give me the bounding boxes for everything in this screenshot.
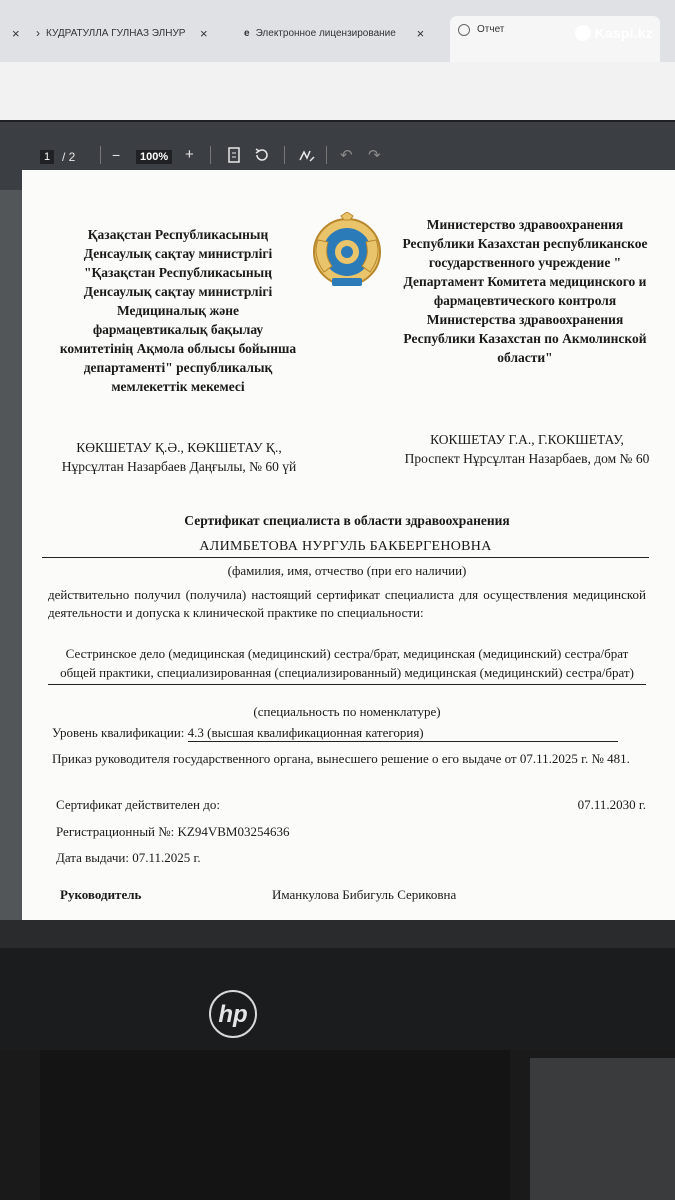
full-name-caption: (фамилия, имя, отчество (при его наличии): [227, 563, 467, 578]
head-name: Иманкулова Бибигуль Сериковна: [272, 887, 457, 902]
zoom-in-button[interactable]: +: [185, 146, 194, 163]
order-text: Приказ руководителя государственного органа, вынесшего решение о его выдаче от 07.11.2025 г. № 481.: [52, 751, 630, 766]
hp-logo: hp: [209, 990, 257, 1038]
validity-label: Сертификат действителен до:: [56, 797, 220, 812]
qualification-level: [52, 725, 652, 742]
tab-label: КУДРАТУЛЛА ГУЛНАЗ ЭЛНУР: [46, 27, 186, 39]
tab-close-icon[interactable]: ×: [200, 25, 208, 41]
e-gov-icon: e: [244, 27, 250, 39]
divider: [326, 146, 327, 164]
divider: [210, 146, 211, 164]
pdf-page: [22, 170, 675, 920]
tab-previous[interactable]: [6, 18, 20, 48]
validity-date: 07.11.2030 г.: [577, 797, 646, 812]
kaspi-watermark: Kaspi.kz: [575, 25, 653, 41]
fit-page-icon[interactable]: [228, 147, 240, 166]
specialty-caption: (специальность по номенклатуре): [253, 704, 441, 719]
certificate-title: Сертификат специалиста в области здравоохранения: [184, 513, 510, 528]
issue-date: Дата выдачи: 07.11.2025 г.: [56, 850, 201, 865]
divider: [284, 146, 285, 164]
tab-close-icon[interactable]: ×: [416, 25, 425, 41]
browser-tab-bar: [0, 0, 675, 62]
monitor-bezel-edge: [0, 920, 675, 948]
address-russian: КОКШЕТАУ Г.А., Г.КОКШЕТАУ, Проспект Нұрсұлтан Назарбаев, дом № 60: [404, 432, 650, 466]
divider: [100, 146, 101, 164]
registration-number: Регистрационный №: KZ94VBM03254636: [56, 824, 290, 839]
monitor-stand: [40, 1050, 510, 1200]
tab-close-icon[interactable]: ×: [12, 25, 20, 41]
browser-address-area: [0, 62, 675, 120]
specialty-text: Сестринское дело (медицинская (медицинский) сестра/брат, медицинская (медицинский) сестра/брат общей практики, специализированная (специализированный) медицинская (медицинский) сестра/брат): [48, 644, 646, 685]
state-emblem-icon: [310, 212, 384, 290]
draw-icon[interactable]: [298, 147, 316, 166]
header-kazakh: Қазақстан Республикасының Денсаулық сақтау министрлігі "Қазақстан Республикасының Денсаулық сақтау министрлігі Медициналық және фармацевтикалық бақылау комитетінің Ақмола облысы бойынша департаменті" республикалық мемлекеттік мекемесі: [59, 227, 297, 394]
chevron-right-icon: ›: [36, 26, 40, 40]
address-kazakh: КӨКШЕТАУ Қ.Ә., КӨКШЕТАУ Қ., Нұрсұлтан Назарбаев Даңғылы, № 60 үй: [61, 440, 297, 474]
tab-label: Электронное лицензирование: [255, 27, 396, 39]
zoom-out-button[interactable]: −: [112, 147, 121, 163]
desk-right-area: [530, 1058, 675, 1200]
header-russian: Министерство здравоохранения Республики Казахстан республиканское государственного учреждение " Департамент Комитета медицинского и фармацевтического контроля Министерства здравоохранения Республики Казахстан по Акмолинской области": [402, 217, 648, 365]
kaspi-logo-icon: [575, 25, 591, 41]
qualification-value: 4.3 (высшая квалификационная категория): [188, 725, 618, 742]
zoom-level-input[interactable]: 100%: [136, 150, 172, 164]
globe-icon: [458, 24, 470, 36]
page-number-input[interactable]: 1: [40, 150, 54, 164]
head-label: Руководитель: [60, 887, 142, 902]
holder-full-name: АЛИМБЕТОВА НУРГУЛЬ БАКБЕРГЕНОВНА: [42, 539, 649, 558]
redo-icon[interactable]: ↷: [368, 147, 381, 164]
undo-icon[interactable]: ↶: [340, 147, 353, 164]
validity-row: [56, 797, 646, 813]
certificate-body-text: действительно получил (получила) настоящий сертификат специалиста для осуществления медицинской деятельности и допуска к клинической практике по специальности:: [48, 587, 646, 620]
tab-licensing[interactable]: [244, 18, 440, 48]
tab-label: Отчет: [477, 24, 505, 35]
qualification-label: Уровень квалификации:: [52, 725, 185, 740]
page-total: / 2: [62, 150, 76, 164]
rotate-icon[interactable]: [254, 147, 270, 166]
tab-kudratulla[interactable]: [36, 18, 226, 48]
